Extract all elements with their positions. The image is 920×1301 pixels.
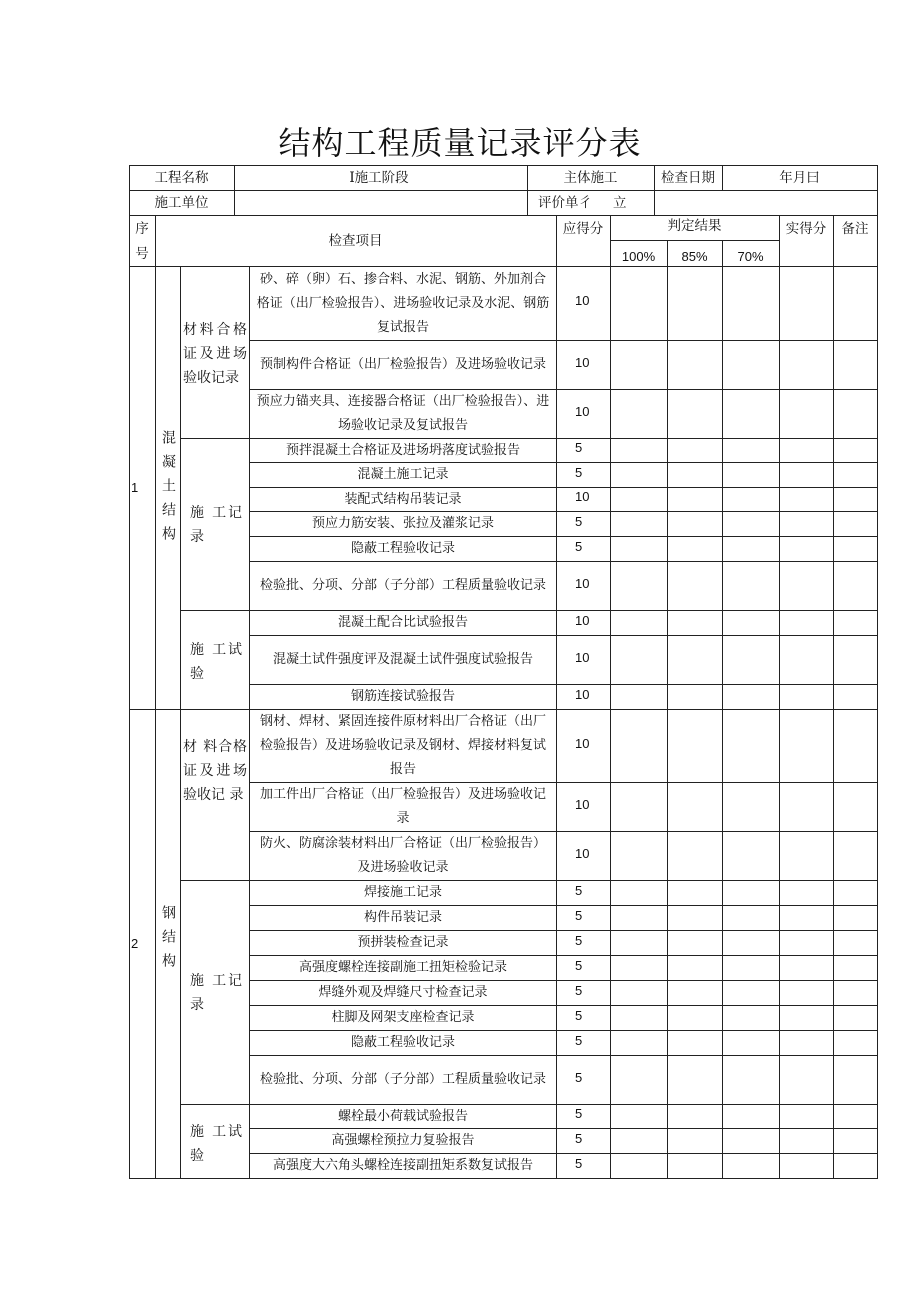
check-item-cell xyxy=(249,438,557,463)
should-score-value: 10 xyxy=(575,293,590,308)
should-score-value: 10 xyxy=(575,797,590,812)
p70-cell[interactable] xyxy=(722,980,780,1006)
check-item-text: 预应力筋安装、张拉及灌浆记录 xyxy=(311,516,494,531)
p70-cell[interactable] xyxy=(722,1128,780,1154)
check-item-cell xyxy=(249,955,557,981)
remark-cell[interactable] xyxy=(833,561,878,611)
actual-score-cell[interactable] xyxy=(779,438,834,463)
p100-cell[interactable] xyxy=(610,1153,668,1179)
construction-unit-value[interactable] xyxy=(234,190,528,216)
remark-cell[interactable] xyxy=(833,1104,878,1129)
remark-cell[interactable] xyxy=(833,782,878,832)
actual-score-cell[interactable] xyxy=(779,905,834,931)
group-label: 施 工试验 xyxy=(190,642,242,682)
should-score-value: 10 xyxy=(575,650,590,665)
p85-cell[interactable] xyxy=(667,438,723,463)
check-item-text: 隐蔽工程验收记录 xyxy=(350,541,455,556)
p100-cell[interactable] xyxy=(610,266,668,341)
check-date-value-text: 年月曰 xyxy=(779,170,820,186)
p70-cell[interactable] xyxy=(722,930,780,956)
check-item-text: 高强螺栓预拉力复验报告 xyxy=(331,1133,475,1148)
item-header-text: 检查项目 xyxy=(328,233,383,249)
p100-cell[interactable] xyxy=(610,561,668,611)
check-item-text: 防火、防腐涂装材料出厂合格证（出厂检验报告）及进场验收记录 xyxy=(259,836,546,875)
p85-cell[interactable] xyxy=(667,880,723,906)
p85-cell[interactable] xyxy=(667,930,723,956)
should-score-value: 5 xyxy=(575,958,583,973)
remark-cell[interactable] xyxy=(833,880,878,906)
p70-cell[interactable] xyxy=(722,684,780,710)
remark-cell[interactable] xyxy=(833,462,878,488)
check-item-text: 混凝土配合比试验报告 xyxy=(337,615,468,630)
p100-cell[interactable] xyxy=(610,536,668,562)
p100-cell[interactable] xyxy=(610,487,668,512)
check-item-text: 柱脚及网架支座检查记录 xyxy=(331,1010,475,1025)
should-score-value: 5 xyxy=(575,1131,583,1146)
project-name-label: 工程名称 xyxy=(154,170,209,186)
stage-label: I施工阶段 xyxy=(349,170,409,186)
should-score-value: 5 xyxy=(575,1156,583,1171)
check-item-cell xyxy=(249,487,557,512)
p70-cell[interactable] xyxy=(722,536,780,562)
p100-cell[interactable] xyxy=(610,389,668,439)
p70-cell[interactable] xyxy=(722,1055,780,1105)
p100-cell[interactable] xyxy=(610,1005,668,1031)
p100-cell[interactable] xyxy=(610,1055,668,1105)
eval-unit-value[interactable] xyxy=(654,190,878,216)
p85-cell[interactable] xyxy=(667,1153,723,1179)
should-score-value: 5 xyxy=(575,908,583,923)
actual-score-cell[interactable] xyxy=(779,266,834,341)
should-score-value: 5 xyxy=(575,1033,583,1048)
check-item-text: 混凝土施工记录 xyxy=(357,467,449,482)
check-item-cell xyxy=(249,1005,557,1031)
p100-cell[interactable] xyxy=(610,511,668,537)
check-item-text: 预拼装检查记录 xyxy=(357,935,449,950)
p85-cell[interactable] xyxy=(667,635,723,685)
remark-cell[interactable] xyxy=(833,1128,878,1154)
check-item-text: 钢筋连接试验报告 xyxy=(350,689,455,704)
actual-score-cell[interactable] xyxy=(779,610,834,636)
check-item-text: 预应力锚夹具、连接器合格证（出厂检验报告）、进场验收记录及复试报告 xyxy=(256,394,550,433)
p70-cell[interactable] xyxy=(722,1030,780,1056)
p100-cell[interactable] xyxy=(610,1030,668,1056)
p100-cell[interactable] xyxy=(610,709,668,783)
p70-cell[interactable] xyxy=(722,610,780,636)
actual-score-cell[interactable] xyxy=(779,709,834,783)
should-score-value: 5 xyxy=(575,514,583,529)
remark-cell[interactable] xyxy=(833,635,878,685)
check-item-text: 装配式结构吊装记录 xyxy=(344,491,462,507)
actual-score-cell[interactable] xyxy=(779,340,834,390)
p100-cell[interactable] xyxy=(610,782,668,832)
remark-cell[interactable] xyxy=(833,1005,878,1031)
group-label: 施 工记录 xyxy=(190,505,242,545)
p100-text: 100% xyxy=(621,249,656,264)
remark-cell[interactable] xyxy=(833,266,878,341)
construction-unit-label: 施工单位 xyxy=(154,195,209,211)
check-item-text: 焊接施工记录 xyxy=(363,885,442,900)
p70-cell[interactable] xyxy=(722,511,780,537)
remark-cell[interactable] xyxy=(833,1153,878,1179)
p100-cell[interactable] xyxy=(610,340,668,390)
actual-score-cell[interactable] xyxy=(779,536,834,562)
section-name: 混凝土结构 xyxy=(160,430,176,550)
check-item-cell xyxy=(249,782,557,832)
should-score-value: 10 xyxy=(575,687,590,702)
check-item-cell xyxy=(249,462,557,488)
check-item-text: 高强度大六角头螺栓连接副扭矩系数复试报告 xyxy=(272,1158,533,1173)
p70-cell[interactable] xyxy=(722,1005,780,1031)
p70-cell[interactable] xyxy=(722,389,780,439)
check-item-text: 预制构件合格证（出厂检验报告）及进场验收记录 xyxy=(259,357,546,372)
check-item-cell xyxy=(249,684,557,710)
actual-score-cell[interactable] xyxy=(779,955,834,981)
check-item-cell xyxy=(249,831,557,881)
check-item-cell xyxy=(249,1153,557,1179)
p100-cell[interactable] xyxy=(610,980,668,1006)
check-item-cell xyxy=(249,511,557,537)
actual-score-cell[interactable] xyxy=(779,1030,834,1056)
check-item-cell xyxy=(249,905,557,931)
check-item-text: 焊缝外观及焊缝尺寸检查记录 xyxy=(318,985,488,1000)
check-date-label: 检查日期 xyxy=(661,170,715,186)
should-score-value: 5 xyxy=(575,933,583,948)
should-score-value: 10 xyxy=(575,576,590,591)
check-item-cell xyxy=(249,1055,557,1105)
actual-score-cell[interactable] xyxy=(779,462,834,488)
check-item-text: 构件吊装记录 xyxy=(363,910,442,925)
p70-cell[interactable] xyxy=(722,340,780,390)
actual-score-cell[interactable] xyxy=(779,1153,834,1179)
actual-score-cell[interactable] xyxy=(779,511,834,537)
p100-cell[interactable] xyxy=(610,635,668,685)
remark-cell[interactable] xyxy=(833,831,878,881)
should-score-value: 10 xyxy=(575,404,590,419)
p100-cell[interactable] xyxy=(610,880,668,906)
p85-cell[interactable] xyxy=(667,536,723,562)
section-number: 2 xyxy=(131,936,139,951)
p70-cell[interactable] xyxy=(722,955,780,981)
actual-score-text: 实得分 xyxy=(785,221,827,237)
remark-cell[interactable] xyxy=(833,536,878,562)
remark-cell[interactable] xyxy=(833,980,878,1006)
check-item-cell xyxy=(249,536,557,562)
p70-cell[interactable] xyxy=(722,1104,780,1129)
p70-cell[interactable] xyxy=(722,438,780,463)
page-title: 结构工程质量记录评分表 xyxy=(278,124,642,162)
should-score-value: 10 xyxy=(575,736,590,751)
should-score-value: 5 xyxy=(575,465,583,480)
p100-cell[interactable] xyxy=(610,955,668,981)
p100-cell[interactable] xyxy=(610,1104,668,1129)
remark-cell[interactable] xyxy=(833,1030,878,1056)
seq-header-1: 序 xyxy=(135,221,149,237)
p70-cell[interactable] xyxy=(722,880,780,906)
check-item-cell xyxy=(249,980,557,1006)
remark-cell[interactable] xyxy=(833,930,878,956)
p85-cell[interactable] xyxy=(667,782,723,832)
should-score-value: 5 xyxy=(575,1008,583,1023)
check-item-cell xyxy=(249,1104,557,1129)
check-item-cell xyxy=(249,610,557,636)
check-item-cell xyxy=(249,709,557,783)
check-item-cell xyxy=(249,635,557,685)
actual-score-cell[interactable] xyxy=(779,487,834,512)
should-score-value: 5 xyxy=(575,983,583,998)
remark-cell[interactable] xyxy=(833,438,878,463)
group-label: 施 工记录 xyxy=(190,973,242,1013)
check-item-cell xyxy=(249,880,557,906)
check-item-cell xyxy=(249,340,557,390)
p85-cell[interactable] xyxy=(667,684,723,710)
judge-text: 判定结果 xyxy=(667,218,722,234)
remark-cell[interactable] xyxy=(833,905,878,931)
actual-score-cell[interactable] xyxy=(779,880,834,906)
check-item-cell xyxy=(249,1128,557,1154)
check-item-text: 高强度螺栓连接副施工扭矩检验记录 xyxy=(298,960,507,975)
remark-cell[interactable] xyxy=(833,684,878,710)
should-score-value: 10 xyxy=(575,613,590,628)
check-item-text: 螺栓最小荷载试验报告 xyxy=(337,1108,468,1124)
stage-value: 主体施工 xyxy=(563,170,618,186)
p100-cell[interactable] xyxy=(610,462,668,488)
check-item-text: 钢材、焊材、紧固连接件原材料出厂合格证（出厂检验报告）及进场验收记录及钢材、焊接材料复试报告 xyxy=(259,714,546,777)
p70-cell[interactable] xyxy=(722,266,780,341)
p100-cell[interactable] xyxy=(610,610,668,636)
p100-cell[interactable] xyxy=(610,1128,668,1154)
p85-cell[interactable] xyxy=(667,831,723,881)
actual-score-cell[interactable] xyxy=(779,684,834,710)
remark-cell[interactable] xyxy=(833,487,878,512)
p85-cell[interactable] xyxy=(667,1005,723,1031)
check-item-cell xyxy=(249,389,557,439)
p85-cell[interactable] xyxy=(667,340,723,390)
remark-cell[interactable] xyxy=(833,709,878,783)
p85-cell[interactable] xyxy=(667,1030,723,1056)
should-score-value: 5 xyxy=(575,440,583,455)
p85-cell[interactable] xyxy=(667,389,723,439)
p85-cell[interactable] xyxy=(667,266,723,341)
p85-cell[interactable] xyxy=(667,1128,723,1154)
should-score-value: 5 xyxy=(575,883,583,898)
check-item-cell xyxy=(249,561,557,611)
should-score-value: 5 xyxy=(575,1106,583,1121)
check-item-text: 检验批、分项、分部（子分部）工程质量验收记录 xyxy=(259,578,546,593)
p70-cell[interactable] xyxy=(722,561,780,611)
remark-cell[interactable] xyxy=(833,511,878,537)
group-label: 材 料合格证及进场验收记 录 xyxy=(183,739,247,803)
check-item-text: 预拌混凝土合格证及进场坍落度试验报告 xyxy=(285,442,520,458)
p70-cell[interactable] xyxy=(722,462,780,488)
section-number: 1 xyxy=(131,480,139,495)
remark-cell[interactable] xyxy=(833,340,878,390)
p100-cell[interactable] xyxy=(610,905,668,931)
should-score-value: 10 xyxy=(575,489,590,504)
remark-cell[interactable] xyxy=(833,955,878,981)
p70-cell[interactable] xyxy=(722,831,780,881)
check-item-text: 混凝土试件强度评及混凝土试件强度试验报告 xyxy=(272,652,533,667)
p85-cell[interactable] xyxy=(667,487,723,512)
p85-cell[interactable] xyxy=(667,1104,723,1129)
should-score-value: 5 xyxy=(575,539,583,554)
p85-cell[interactable] xyxy=(667,462,723,488)
check-item-cell xyxy=(249,930,557,956)
p85-cell[interactable] xyxy=(667,980,723,1006)
p70-cell[interactable] xyxy=(722,905,780,931)
actual-score-cell[interactable] xyxy=(779,389,834,439)
section-name: 钢结构 xyxy=(160,905,176,977)
p85-cell[interactable] xyxy=(667,561,723,611)
p100-cell[interactable] xyxy=(610,831,668,881)
remark-cell[interactable] xyxy=(833,610,878,636)
eval-unit-suffix: 立 xyxy=(613,195,627,211)
p85-text: 85% xyxy=(681,249,708,264)
should-score-value: 10 xyxy=(575,355,590,370)
actual-score-cell[interactable] xyxy=(779,1055,834,1105)
check-item-text: 检验批、分项、分部（子分部）工程质量验收记录 xyxy=(259,1072,546,1087)
p85-cell[interactable] xyxy=(667,709,723,783)
p70-cell[interactable] xyxy=(722,709,780,783)
actual-score-cell[interactable] xyxy=(779,635,834,685)
p85-cell[interactable] xyxy=(667,955,723,981)
actual-score-cell[interactable] xyxy=(779,980,834,1006)
p70-cell[interactable] xyxy=(722,635,780,685)
actual-score-cell[interactable] xyxy=(779,1005,834,1031)
check-item-text: 加工件出厂合格证（出厂检验报告）及进场验收记录 xyxy=(259,787,546,826)
p85-cell[interactable] xyxy=(667,610,723,636)
check-item-text: 砂、碎（卵）石、掺合料、水泥、钢筋、外加剂合格证（出厂检验报告）、进场验收记录及水泥、钢筋复试报告 xyxy=(256,271,550,335)
actual-score-cell[interactable] xyxy=(779,930,834,956)
p70-cell[interactable] xyxy=(722,487,780,512)
group-label: 施 工试验 xyxy=(190,1124,242,1164)
should-score-text: 应得分 xyxy=(562,221,604,237)
p70-text: 70% xyxy=(737,249,764,264)
p100-cell[interactable] xyxy=(610,930,668,956)
remark-text: 备注 xyxy=(841,221,869,237)
p100-cell[interactable] xyxy=(610,684,668,710)
eval-unit-label: 评价单彳 xyxy=(538,195,592,211)
seq-header-2: 号 xyxy=(135,246,149,262)
group-label: 材料合格证及进场验收记录 xyxy=(183,322,247,386)
actual-score-cell[interactable] xyxy=(779,831,834,881)
should-score-value: 5 xyxy=(575,1070,583,1085)
check-item-cell xyxy=(249,1030,557,1056)
actual-score-cell[interactable] xyxy=(779,1128,834,1154)
check-item-cell xyxy=(249,266,557,341)
p85-cell[interactable] xyxy=(667,511,723,537)
actual-score-cell[interactable] xyxy=(779,561,834,611)
remark-cell[interactable] xyxy=(833,389,878,439)
p70-cell[interactable] xyxy=(722,782,780,832)
should-score-value: 10 xyxy=(575,846,590,861)
actual-score-cell[interactable] xyxy=(779,1104,834,1129)
p85-cell[interactable] xyxy=(667,1055,723,1105)
p100-cell[interactable] xyxy=(610,438,668,463)
p85-cell[interactable] xyxy=(667,905,723,931)
actual-score-cell[interactable] xyxy=(779,782,834,832)
remark-cell[interactable] xyxy=(833,1055,878,1105)
p70-cell[interactable] xyxy=(722,1153,780,1179)
check-item-text: 隐蔽工程验收记录 xyxy=(350,1035,455,1050)
